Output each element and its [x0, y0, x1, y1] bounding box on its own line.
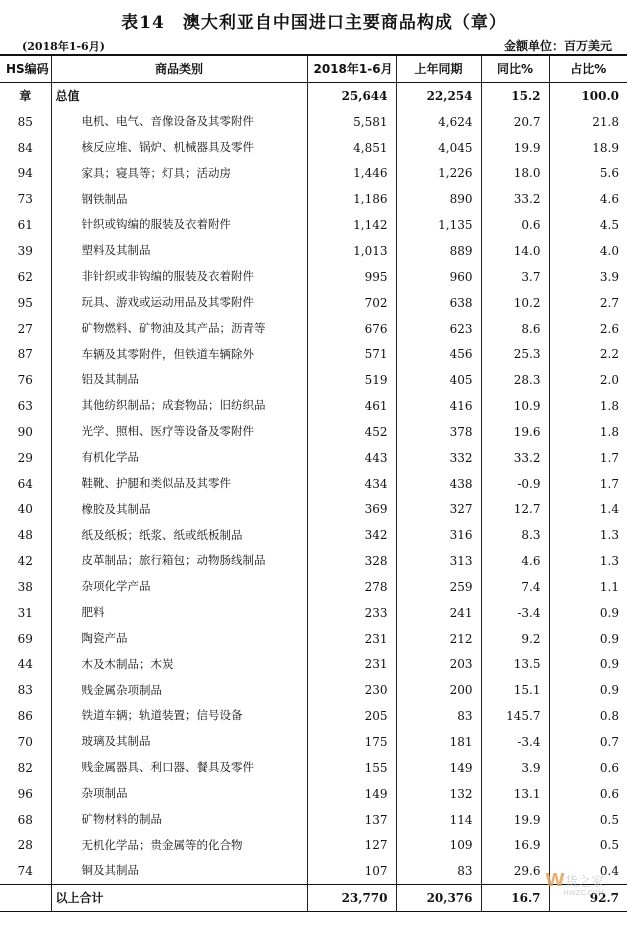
cell-category: 车辆及其零附件，但铁道车辆除外	[51, 341, 307, 367]
cell-current: 328	[307, 548, 396, 574]
cell-share: 0.6	[549, 755, 627, 781]
cell-yoy: 16.7	[481, 885, 549, 912]
cell-share: 4.6	[549, 186, 627, 212]
cell-share: 4.0	[549, 238, 627, 264]
cell-previous: 378	[396, 419, 481, 445]
cell-share: 100.0	[549, 83, 627, 109]
table-row	[0, 341, 627, 367]
cell-current: 342	[307, 522, 396, 548]
table-row	[0, 522, 627, 548]
cell-current: 1,186	[307, 186, 396, 212]
header-current: 2018年1-6月	[307, 55, 396, 83]
cell-code: 90	[0, 419, 51, 445]
cell-category: 玻璃及其制品	[51, 729, 307, 755]
cell-code: 69	[0, 626, 51, 652]
cell-share: 0.9	[549, 600, 627, 626]
cell-current: 231	[307, 652, 396, 678]
cell-share: 0.9	[549, 652, 627, 678]
cell-previous: 109	[396, 832, 481, 858]
cell-yoy: 12.7	[481, 497, 549, 523]
cell-category: 贱金属杂项制品	[51, 677, 307, 703]
header-share: 占比%	[549, 55, 627, 83]
cell-previous: 181	[396, 729, 481, 755]
watermark-logo	[545, 870, 604, 897]
cell-current: 231	[307, 626, 396, 652]
cell-category: 电机、电气、音像设备及其零附件	[51, 109, 307, 135]
cell-previous: 149	[396, 755, 481, 781]
cell-yoy: 18.0	[481, 161, 549, 187]
cell-share: 2.7	[549, 290, 627, 316]
cell-code: 章	[0, 83, 51, 109]
cell-share: 0.8	[549, 703, 627, 729]
cell-category: 家具；寝具等；灯具；活动房	[51, 161, 307, 187]
cell-previous: 83	[396, 858, 481, 884]
cell-category: 鞋靴、护腿和类似品及其零件	[51, 471, 307, 497]
cell-yoy: 15.1	[481, 677, 549, 703]
cell-yoy: -3.4	[481, 600, 549, 626]
cell-category: 光学、照相、医疗等设备及零附件	[51, 419, 307, 445]
cell-category: 总值	[51, 83, 307, 109]
cell-code: 64	[0, 471, 51, 497]
cell-share: 0.9	[549, 626, 627, 652]
cell-share: 0.5	[549, 807, 627, 833]
table-row	[0, 574, 627, 600]
table-row	[0, 677, 627, 703]
cell-current: 1,446	[307, 161, 396, 187]
cell-current: 149	[307, 781, 396, 807]
cell-category: 非针织或非钩编的服装及衣着附件	[51, 264, 307, 290]
cell-current: 233	[307, 600, 396, 626]
period-note: (2018年1-6月)	[22, 40, 105, 53]
cell-current: 571	[307, 341, 396, 367]
cell-yoy: 15.2	[481, 83, 549, 109]
cell-previous: 241	[396, 600, 481, 626]
cell-code: 70	[0, 729, 51, 755]
unit-note: 金额单位：百万美元	[503, 39, 612, 53]
cell-current: 443	[307, 445, 396, 471]
cell-share: 92.7	[549, 885, 627, 912]
cell-code: 68	[0, 807, 51, 833]
cell-previous: 316	[396, 522, 481, 548]
cell-yoy: 19.9	[481, 135, 549, 161]
cell-previous: 332	[396, 445, 481, 471]
cell-code: 95	[0, 290, 51, 316]
header-previous: 上年同期	[396, 55, 481, 83]
cell-code: 28	[0, 832, 51, 858]
cell-category: 贱金属器具、利口器、餐具及零件	[51, 755, 307, 781]
watermark-url: HWZC.COM	[563, 889, 604, 897]
cell-previous: 1,135	[396, 212, 481, 238]
cell-category: 矿物燃料、矿物油及其产品；沥青等	[51, 316, 307, 342]
cell-yoy: 10.2	[481, 290, 549, 316]
table-row	[0, 135, 627, 161]
cell-category: 针织或钩编的服装及衣着附件	[51, 212, 307, 238]
cell-share: 0.9	[549, 677, 627, 703]
cell-yoy: 14.0	[481, 238, 549, 264]
cell-yoy: 28.3	[481, 367, 549, 393]
cell-category: 无机化学品；贵金属等的化合物	[51, 832, 307, 858]
cell-yoy: 13.5	[481, 652, 549, 678]
table-row	[0, 290, 627, 316]
table-row	[0, 600, 627, 626]
grand-total-row	[0, 885, 627, 912]
cell-share: 1.8	[549, 419, 627, 445]
cell-code: 94	[0, 161, 51, 187]
cell-category: 以上合计	[51, 885, 307, 912]
cell-previous: 200	[396, 677, 481, 703]
cell-code: 61	[0, 212, 51, 238]
cell-yoy: 4.6	[481, 548, 549, 574]
cell-category: 杂项制品	[51, 781, 307, 807]
cell-share: 3.9	[549, 264, 627, 290]
cell-share: 4.5	[549, 212, 627, 238]
cell-previous: 327	[396, 497, 481, 523]
cell-yoy: -0.9	[481, 471, 549, 497]
table-row	[0, 548, 627, 574]
cell-category: 橡胶及其制品	[51, 497, 307, 523]
cell-category: 木及木制品；木炭	[51, 652, 307, 678]
cell-share: 1.7	[549, 445, 627, 471]
cell-code: 96	[0, 781, 51, 807]
table-row	[0, 497, 627, 523]
cell-code: 38	[0, 574, 51, 600]
cell-yoy: 25.3	[481, 341, 549, 367]
table-title: 表14 澳大利亚自中国进口主要商品构成（章）	[121, 13, 507, 33]
cell-current: 519	[307, 367, 396, 393]
cell-code: 82	[0, 755, 51, 781]
cell-code: 74	[0, 858, 51, 884]
cell-code: 48	[0, 522, 51, 548]
cell-yoy: 29.6	[481, 858, 549, 884]
cell-yoy: 8.6	[481, 316, 549, 342]
cell-code	[0, 885, 51, 912]
cell-code: 86	[0, 703, 51, 729]
table-row	[0, 264, 627, 290]
cell-code: 73	[0, 186, 51, 212]
cell-code: 44	[0, 652, 51, 678]
table-row	[0, 161, 627, 187]
import-composition-table	[0, 54, 627, 912]
cell-code: 76	[0, 367, 51, 393]
table-row	[0, 858, 627, 884]
cell-current: 369	[307, 497, 396, 523]
cell-category: 纸及纸板；纸浆、纸或纸板制品	[51, 522, 307, 548]
cell-previous: 22,254	[396, 83, 481, 109]
cell-code: 83	[0, 677, 51, 703]
cell-previous: 132	[396, 781, 481, 807]
table-row	[0, 212, 627, 238]
cell-category: 塑料及其制品	[51, 238, 307, 264]
cell-code: 87	[0, 341, 51, 367]
cell-share: 0.7	[549, 729, 627, 755]
cell-code: 85	[0, 109, 51, 135]
cell-current: 434	[307, 471, 396, 497]
cell-yoy: 7.4	[481, 574, 549, 600]
cell-current: 107	[307, 858, 396, 884]
header-row	[0, 55, 627, 83]
header-code: HS编码	[0, 55, 51, 83]
table-row	[0, 703, 627, 729]
cell-category: 核反应堆、锅炉、机械器具及零件	[51, 135, 307, 161]
cell-current: 25,644	[307, 83, 396, 109]
cell-share: 2.0	[549, 367, 627, 393]
header-yoy: 同比%	[481, 55, 549, 83]
cell-share: 18.9	[549, 135, 627, 161]
table-row	[0, 807, 627, 833]
cell-previous: 259	[396, 574, 481, 600]
cell-current: 452	[307, 419, 396, 445]
table-row	[0, 755, 627, 781]
cell-share: 1.1	[549, 574, 627, 600]
cell-yoy: 8.3	[481, 522, 549, 548]
cell-previous: 83	[396, 703, 481, 729]
cell-code: 63	[0, 393, 51, 419]
cell-yoy: 19.9	[481, 807, 549, 833]
cell-category: 矿物材料的制品	[51, 807, 307, 833]
cell-code: 29	[0, 445, 51, 471]
cell-current: 230	[307, 677, 396, 703]
table-row	[0, 626, 627, 652]
cell-share: 0.4	[549, 858, 627, 884]
cell-yoy: 20.7	[481, 109, 549, 135]
total-row	[0, 83, 627, 109]
cell-current: 4,851	[307, 135, 396, 161]
cell-current: 1,013	[307, 238, 396, 264]
cell-previous: 20,376	[396, 885, 481, 912]
cell-current: 1,142	[307, 212, 396, 238]
cell-code: 31	[0, 600, 51, 626]
table-row	[0, 186, 627, 212]
cell-previous: 203	[396, 652, 481, 678]
cell-yoy: 16.9	[481, 832, 549, 858]
cell-share: 2.6	[549, 316, 627, 342]
cell-share: 0.6	[549, 781, 627, 807]
cell-previous: 4,045	[396, 135, 481, 161]
cell-category: 钢铁制品	[51, 186, 307, 212]
cell-current: 137	[307, 807, 396, 833]
cell-previous: 890	[396, 186, 481, 212]
table-row	[0, 238, 627, 264]
cell-current: 127	[307, 832, 396, 858]
cell-category: 有机化学品	[51, 445, 307, 471]
table-row	[0, 832, 627, 858]
cell-category: 杂项化学产品	[51, 574, 307, 600]
cell-current: 5,581	[307, 109, 396, 135]
cell-previous: 889	[396, 238, 481, 264]
cell-yoy: 0.6	[481, 212, 549, 238]
cell-yoy: 19.6	[481, 419, 549, 445]
cell-share: 21.8	[549, 109, 627, 135]
cell-current: 23,770	[307, 885, 396, 912]
cell-previous: 638	[396, 290, 481, 316]
table-row	[0, 393, 627, 419]
table-row	[0, 316, 627, 342]
cell-yoy: -3.4	[481, 729, 549, 755]
cell-yoy: 145.7	[481, 703, 549, 729]
cell-previous: 4,624	[396, 109, 481, 135]
cell-category: 铝及其制品	[51, 367, 307, 393]
table-row	[0, 109, 627, 135]
cell-yoy: 13.1	[481, 781, 549, 807]
cell-share: 1.4	[549, 497, 627, 523]
cell-share: 1.7	[549, 471, 627, 497]
cell-share: 5.6	[549, 161, 627, 187]
cell-previous: 1,226	[396, 161, 481, 187]
watermark-mark: W	[545, 870, 565, 891]
cell-previous: 416	[396, 393, 481, 419]
cell-code: 39	[0, 238, 51, 264]
table-row	[0, 729, 627, 755]
cell-current: 278	[307, 574, 396, 600]
cell-previous: 623	[396, 316, 481, 342]
cell-code: 84	[0, 135, 51, 161]
cell-current: 995	[307, 264, 396, 290]
table-row	[0, 781, 627, 807]
cell-code: 42	[0, 548, 51, 574]
cell-category: 肥料	[51, 600, 307, 626]
cell-yoy: 3.7	[481, 264, 549, 290]
cell-previous: 960	[396, 264, 481, 290]
cell-current: 676	[307, 316, 396, 342]
cell-code: 40	[0, 497, 51, 523]
cell-category: 陶瓷产品	[51, 626, 307, 652]
cell-current: 702	[307, 290, 396, 316]
table-row	[0, 445, 627, 471]
cell-current: 205	[307, 703, 396, 729]
cell-category: 铜及其制品	[51, 858, 307, 884]
cell-yoy: 9.2	[481, 626, 549, 652]
cell-code: 27	[0, 316, 51, 342]
cell-yoy: 10.9	[481, 393, 549, 419]
cell-share: 0.5	[549, 832, 627, 858]
cell-current: 155	[307, 755, 396, 781]
cell-share: 1.3	[549, 522, 627, 548]
cell-previous: 114	[396, 807, 481, 833]
table-row	[0, 652, 627, 678]
watermark-text: 货之家	[564, 875, 604, 890]
cell-previous: 212	[396, 626, 481, 652]
cell-yoy: 33.2	[481, 186, 549, 212]
cell-category: 皮革制品；旅行箱包；动物肠线制品	[51, 548, 307, 574]
cell-yoy: 3.9	[481, 755, 549, 781]
cell-previous: 438	[396, 471, 481, 497]
cell-category: 其他纺织制品；成套物品；旧纺织品	[51, 393, 307, 419]
cell-share: 1.8	[549, 393, 627, 419]
table-row	[0, 419, 627, 445]
table-row	[0, 367, 627, 393]
cell-share: 2.2	[549, 341, 627, 367]
cell-share: 1.3	[549, 548, 627, 574]
cell-previous: 313	[396, 548, 481, 574]
cell-current: 461	[307, 393, 396, 419]
cell-previous: 405	[396, 367, 481, 393]
cell-previous: 456	[396, 341, 481, 367]
cell-category: 玩具、游戏或运动用品及其零附件	[51, 290, 307, 316]
table-row	[0, 471, 627, 497]
cell-code: 62	[0, 264, 51, 290]
cell-yoy: 33.2	[481, 445, 549, 471]
cell-current: 175	[307, 729, 396, 755]
header-category: 商品类别	[51, 55, 307, 83]
cell-category: 铁道车辆；轨道装置；信号设备	[51, 703, 307, 729]
